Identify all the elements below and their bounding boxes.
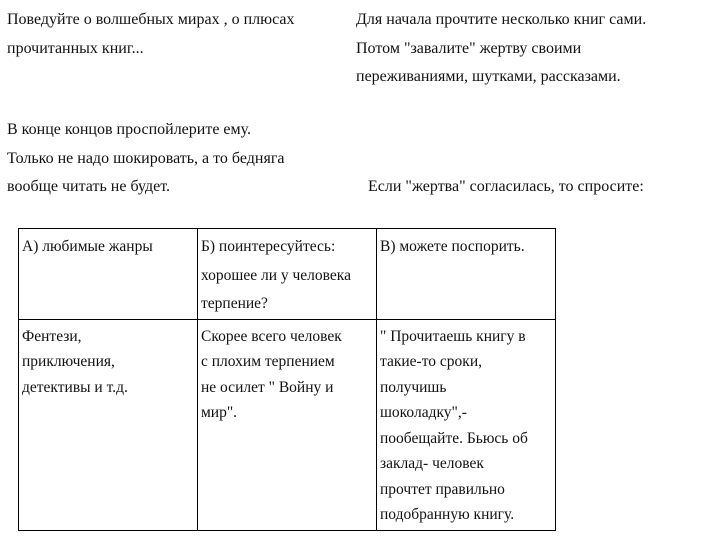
text-line: получишь <box>380 378 447 396</box>
text-line: подобранную книгу. <box>380 506 515 523</box>
top-right-paragraph <box>356 6 646 92</box>
text-line: терпение? <box>201 295 268 312</box>
text-line: такие-то сроки, <box>380 353 482 370</box>
cell-b <box>198 319 377 530</box>
text-line: пообещайте. Бьюсь об <box>380 429 528 447</box>
text-line: прочтет правильно <box>380 480 505 498</box>
text-line: В) можете поспорить. <box>380 238 525 255</box>
middle-left-paragraph <box>7 116 284 202</box>
text-line: шоколадку",- <box>380 404 467 421</box>
text-line: заклад- человек <box>380 455 484 472</box>
top-left-paragraph <box>7 6 294 63</box>
text-line: Поведуйте о волшебных мирах , о плюсах <box>7 11 295 28</box>
cell-a <box>19 319 198 530</box>
text-line: переживаниями, шутками, рассказами. <box>356 68 621 85</box>
header-cell-a <box>19 229 198 320</box>
text-line: детективы и т.д. <box>22 378 128 396</box>
text-line: вообще читать не будет. <box>7 178 170 195</box>
table-row <box>19 319 556 530</box>
middle-right-paragraph <box>368 173 644 202</box>
text-line: приключения, <box>22 353 115 370</box>
cell-c <box>377 319 556 530</box>
table-header-row <box>19 229 556 320</box>
text-line: " Прочитаешь книгу в <box>380 327 526 345</box>
text-line: В конце концов проспойлерите ему. <box>7 121 252 138</box>
text-line: Скорее всего человек <box>201 327 342 345</box>
text-line: мир". <box>201 404 238 421</box>
text-line: не осилет " Войну и <box>201 378 334 396</box>
questions-table <box>18 228 556 531</box>
header-cell-b <box>198 229 377 320</box>
text-line: прочитанных книг... <box>7 39 144 57</box>
text-line: А) любимые жанры <box>22 238 153 255</box>
header-cell-c <box>377 229 556 320</box>
text-line: хорошее ли у человека <box>201 266 351 284</box>
text-line: Б) поинтересуйтесь: <box>201 238 336 255</box>
text-line: Для начала прочтите несколько книг сами. <box>356 11 647 28</box>
text-line: Только не надо шокировать, а то бедняга <box>7 149 285 167</box>
text-line: с плохим терпением <box>201 353 335 370</box>
text-line: Потом "завалите" жертву своими <box>356 39 582 57</box>
text-line: Если "жертва" согласилась, то спросите: <box>368 178 644 195</box>
text-line: Фентези, <box>22 327 82 345</box>
